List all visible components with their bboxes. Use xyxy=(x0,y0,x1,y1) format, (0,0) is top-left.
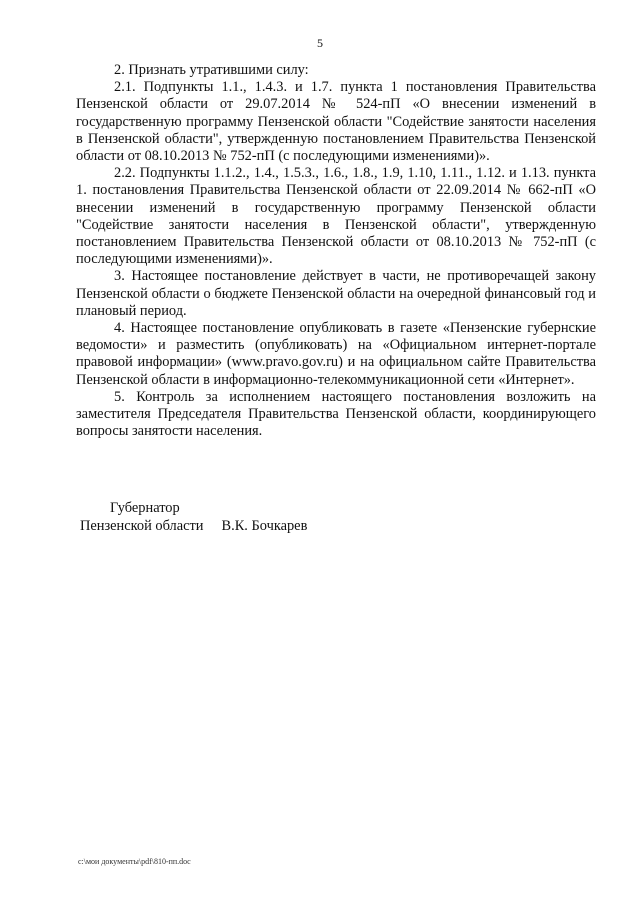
paragraph-2-1: 2.1. Подпункты 1.1., 1.4.3. и 1.7. пункта 1 постановления Правительства Пензенской области от 29.07.2014 № 524-пП «О внесении изменений в государственную программу Пензенской области "Содействие занятости населения в Пензенской области", утвержденную постановлением Правительства Пензенской области от 08.10.2013 № 752-пП (с последующими изменениями)». xyxy=(76,79,596,165)
page-number: 5 xyxy=(317,36,323,50)
signatory-title: Губернатор xyxy=(110,500,180,516)
paragraph-2: 2. Признать утратившими силу: xyxy=(114,62,309,78)
signatory-region: Пензенской области xyxy=(80,517,204,534)
signatory-row xyxy=(80,518,400,536)
document-body xyxy=(76,62,596,440)
paragraph-3: 3. Настоящее постановление действует в части, не противоречащей закону Пензенской области о бюджете Пензенской области на очередной финансовый год и плановый период. xyxy=(76,268,596,319)
paragraph-2-2: 2.2. Подпункты 1.1.2., 1.4., 1.5.3., 1.6., 1.8., 1.9, 1.10, 1.11., 1.12. и 1.13. пункта 1. постановления Правительства Пензенской области от 22.09.2014 № 662-пП «О внесении изменений в государственную программу Пензенской области "Содействие занятости населения в Пензенской области", утвержденную постановлением Правительства Пензенской области от 08.10.2013 № 752-пП (с последующими изменениями)». xyxy=(76,165,596,268)
signature-block xyxy=(80,500,400,535)
file-path-footer: c:\мои документы\pdf\810-пп.doc xyxy=(78,857,191,866)
signatory-name: В.К. Бочкарев xyxy=(221,517,308,534)
paragraph-5: 5. Контроль за исполнением настоящего постановления возложить на заместителя Председателя Правительства Пензенской области, координирующего вопросы занятости населения. xyxy=(76,388,596,440)
paragraph-4: 4. Настоящее постановление опубликовать в газете «Пензенские губернские ведомости» и разместить (опубликовать) на «Официальном интернет-портале правовой информации» (www.pravo.gov.ru) и на официальном сайте Правительства Пензенской области в информационно-телекоммуникационной сети «Интернет». xyxy=(76,320,596,388)
